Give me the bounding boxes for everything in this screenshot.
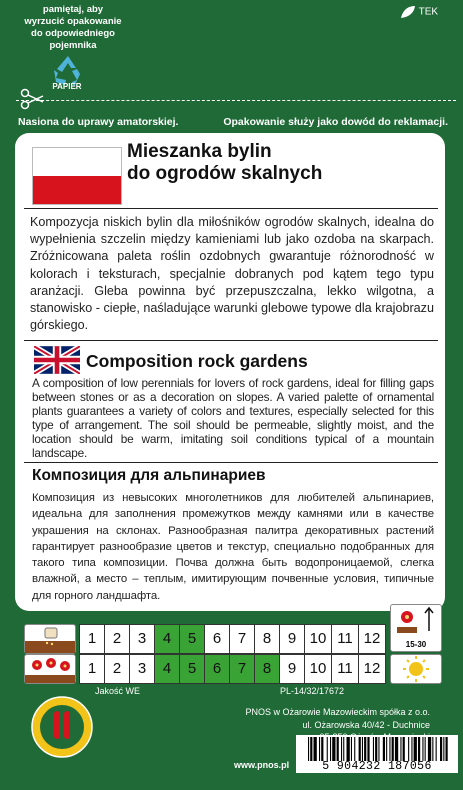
sun-icon [391, 655, 441, 683]
flowering-month-12: 12 [358, 654, 386, 684]
complaint-notice: Opakowanie służy jako dowód do reklamacji. [223, 116, 448, 128]
title-line-1: Mieszanka bylin [127, 141, 272, 162]
title-line-2: do ogrodów skalnych [127, 163, 323, 184]
papier-badge: PAPIER [52, 82, 82, 91]
sun-box [390, 654, 442, 684]
plant-height: 15-30 [405, 640, 427, 649]
flowering-month-4: 4 [154, 654, 180, 684]
sowing-icon [24, 624, 76, 654]
scissors-icon [20, 88, 44, 110]
divider [24, 208, 438, 209]
leaf-icon [400, 5, 416, 19]
flowering-month-6: 6 [204, 654, 230, 684]
flowering-month-11: 11 [331, 654, 359, 684]
polish-description: Kompozycja niskich bylin dla miłośników ogrodów skalnych, idealna do wypełnienia szczelin między kamieniami lub jako ozdoba na skarpach. Zróżnicowana paleta roślin ozdobnych gwarantuje różnorodność w kolorach i teksturach, specjalnie dobranych pod kątem tego typu aranżacji. Gleba powinna być przepuszczalna, lekko wilgotna, a stanowisko - ciepłe, naśladujące warunki glebowe typowe dla krajobrazu górskiego. [30, 215, 434, 333]
russian-title: Композиция для альпинариев [32, 467, 266, 484]
sowing-month-5: 5 [179, 624, 205, 654]
flowering-month-10: 10 [304, 654, 332, 684]
flowering-month-1: 1 [79, 654, 105, 684]
recycle-notice [8, 4, 138, 52]
sowing-month-11: 11 [331, 624, 359, 654]
quality-label: Jakość WE [95, 686, 141, 696]
website-link[interactable]: www.pnos.pl [234, 760, 290, 770]
flowering-month-2: 2 [104, 654, 130, 684]
address-line-1: PNOS w Ożarowie Mazowieckim spółka z o.o. [245, 707, 430, 717]
height-box [390, 604, 442, 652]
cut-line [16, 100, 456, 101]
flowering-month-8: 8 [254, 654, 280, 684]
sowing-month-12: 12 [358, 624, 386, 654]
flowering-month-9: 9 [279, 654, 305, 684]
english-title: Composition rock gardens [86, 351, 308, 371]
flowering-icon [24, 654, 76, 684]
amateur-notice: Nasiona do uprawy amatorskiej. [18, 116, 179, 128]
recycle-line-3: do odpowiedniego [31, 28, 115, 39]
address-line-2: ul. Ożarowska 40/42 - Duchnice [302, 719, 430, 730]
flowering-months [80, 654, 386, 684]
info-bar [18, 116, 448, 130]
product-title [127, 141, 427, 185]
recycle-line-2: wyrzucić opakowanie [24, 16, 122, 27]
russian-description: Композиция из невысоких многолетников для любителей альпинариев, идеальна для заполнения промежутков между камнями или в качестве украшения на склонах. Разнообразная палитра декоративных растений гарантирует разнообразие цветов и текстур, специально подобранных для такого типа композиции. Почва должна быть водопроницаемой, слегка влажной, а место – теплым, имитирующим почвенные условия, типичные для горного ландшафта. [32, 492, 434, 602]
sowing-months [80, 624, 386, 654]
divider [24, 340, 438, 341]
sowing-month-10: 10 [304, 624, 332, 654]
sowing-month-4: 4 [154, 624, 180, 654]
recycle-line-1: pamiętaj, aby [42, 4, 104, 15]
sowing-month-3: 3 [129, 624, 155, 654]
uk-flag-icon [34, 346, 80, 374]
sowing-month-9: 9 [279, 624, 305, 654]
brand-tek: TEK [418, 6, 439, 18]
divider [24, 462, 438, 463]
plant-height-icon [391, 605, 441, 635]
english-description: A composition of low perennials for lovers of rock gardens, ideal for filling gaps between stones or as a decoration on slopes. A varied palette of ornamental plants guarantees a variety of colors and textures, especially selected for this type of arrangement. The soil should be permeable, slightly moist, and the location should be warm, imitating soil conditions typical of a mountain landscape. [32, 376, 434, 460]
flowering-month-5: 5 [179, 654, 205, 684]
sowing-month-2: 2 [104, 624, 130, 654]
brand-mark [400, 5, 455, 23]
flowering-month-7: 7 [229, 654, 255, 684]
sowing-month-6: 6 [204, 624, 230, 654]
sowing-month-8: 8 [254, 624, 280, 654]
flowering-month-3: 3 [129, 654, 155, 684]
sowing-month-1: 1 [79, 624, 105, 654]
pnos-logo-icon [30, 695, 94, 759]
certificate-code: PL-14/32/17672 [280, 686, 345, 696]
polish-flag-icon [32, 147, 122, 205]
sowing-month-7: 7 [229, 624, 255, 654]
barcode-bars [308, 737, 448, 761]
recycle-line-4: pojemnika [49, 40, 97, 51]
barcode [296, 735, 458, 773]
barcode-number: 5 904232 187056 [322, 760, 432, 773]
